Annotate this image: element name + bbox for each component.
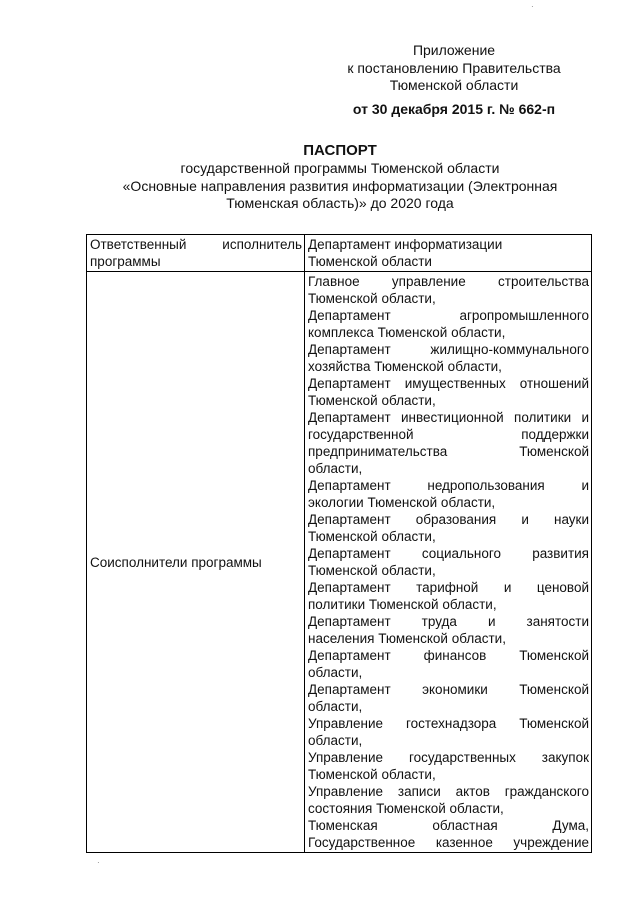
list-item-line: Управление записи актов гражданского xyxy=(308,784,589,799)
list-item-line: Департамент агропромышленного xyxy=(308,308,589,323)
list-item xyxy=(308,834,589,851)
list-item-line: хозяйства Тюменской области, xyxy=(308,359,502,374)
list-item xyxy=(308,409,589,426)
list-item-line: Департамент социального развития xyxy=(308,546,589,561)
list-item-line: предпринимательства Тюменской xyxy=(308,444,589,459)
label-word: исполнитель xyxy=(222,237,302,252)
title-subline: государственной программы Тюменской области xyxy=(180,160,500,176)
appendix-block xyxy=(324,42,584,118)
list-item xyxy=(308,375,589,409)
list-item-line: Тюменской области, xyxy=(308,563,436,578)
scan-mark: · xyxy=(531,2,534,11)
list-item-line: государственной поддержки xyxy=(308,427,589,442)
list-item xyxy=(308,545,589,579)
list-item-line: Департамент имущественных отношений xyxy=(308,376,589,391)
list-item xyxy=(308,307,589,341)
label-word: Ответственный xyxy=(90,237,187,252)
decree-reference: от 30 декабря 2015 г. № 662-п xyxy=(352,100,556,117)
list-item-line: Департамент тарифной и ценовой xyxy=(308,580,589,595)
list-item-line: области, xyxy=(308,665,363,680)
list-item-line: Департамент образования и науки xyxy=(308,512,589,527)
list-item-line: области, xyxy=(308,461,363,476)
label-line: Соисполнители программы xyxy=(90,554,262,570)
coexecutors-value-cell xyxy=(305,272,592,853)
list-item xyxy=(308,579,589,613)
list-item xyxy=(308,477,589,511)
list-item-line: Тюменской области, xyxy=(308,529,436,544)
list-item-line: Тюменской области, xyxy=(308,393,436,408)
list-item xyxy=(308,715,589,749)
document-title xyxy=(60,142,620,213)
coexecutors-list xyxy=(308,273,589,851)
appendix-line: к постановлению Правительства xyxy=(347,59,561,76)
list-item xyxy=(308,783,589,817)
list-item-line: Управление гостехнадзора Тюменской xyxy=(308,716,589,731)
list-item xyxy=(308,426,589,443)
list-item xyxy=(308,443,589,477)
list-item-line: Главное управление строительства xyxy=(308,274,589,289)
list-item xyxy=(308,817,589,834)
list-item-line: Тюменской области, xyxy=(308,291,436,306)
list-item-line: Департамент труда и занятости xyxy=(308,614,589,629)
title-heading: ПАСПОРТ xyxy=(303,142,377,159)
appendix-line: Тюменской области xyxy=(389,77,519,93)
table-row xyxy=(87,235,592,272)
table-row xyxy=(87,272,592,853)
title-subline: «Основные направления развития информатизации (Электронная xyxy=(122,177,558,194)
list-item-line: политики Тюменской области, xyxy=(308,597,497,612)
list-item xyxy=(308,681,589,715)
label-line: программы xyxy=(90,254,161,269)
list-item-line: Департамент инвестиционной политики и xyxy=(308,410,589,425)
list-item-line: населения Тюменской области, xyxy=(308,631,506,646)
list-item-line: Департамент финансов Тюменской xyxy=(308,648,589,663)
responsible-value-cell xyxy=(305,235,592,272)
list-item-line: Департамент экономики Тюменской xyxy=(308,682,589,697)
list-item-line: Управление государственных закупок xyxy=(308,750,589,765)
list-item xyxy=(308,647,589,681)
list-item xyxy=(308,341,589,375)
list-item xyxy=(308,511,589,545)
list-item-line: Тюменской области, xyxy=(308,767,436,782)
passport-table xyxy=(86,234,592,853)
value-line: Департамент информатизации xyxy=(308,237,503,252)
list-item-line: Департамент недропользования и xyxy=(308,478,589,493)
coexecutors-label-cell xyxy=(87,272,305,853)
list-item-line: состояния Тюменской области, xyxy=(308,801,504,816)
list-item-line: Тюменская областная Дума, xyxy=(308,818,589,833)
list-item-line: области, xyxy=(308,733,363,748)
appendix-line: Приложение xyxy=(412,42,496,58)
value-line: Тюменской области xyxy=(308,254,432,269)
list-item xyxy=(308,613,589,647)
list-item-line: области, xyxy=(308,699,363,714)
list-item-line: комплекса Тюменской области, xyxy=(308,325,506,340)
list-item xyxy=(308,273,589,307)
title-subline: Тюменская область)» до 2020 года xyxy=(226,195,454,211)
list-item xyxy=(308,749,589,783)
list-item-line: Департамент жилищно-коммунального xyxy=(308,342,589,357)
scan-mark: · xyxy=(97,858,100,867)
responsible-label-cell xyxy=(87,235,305,272)
list-item-line: экологии Тюменской области, xyxy=(308,495,496,510)
list-item-line: Государственное казенное учреждение xyxy=(308,835,589,850)
